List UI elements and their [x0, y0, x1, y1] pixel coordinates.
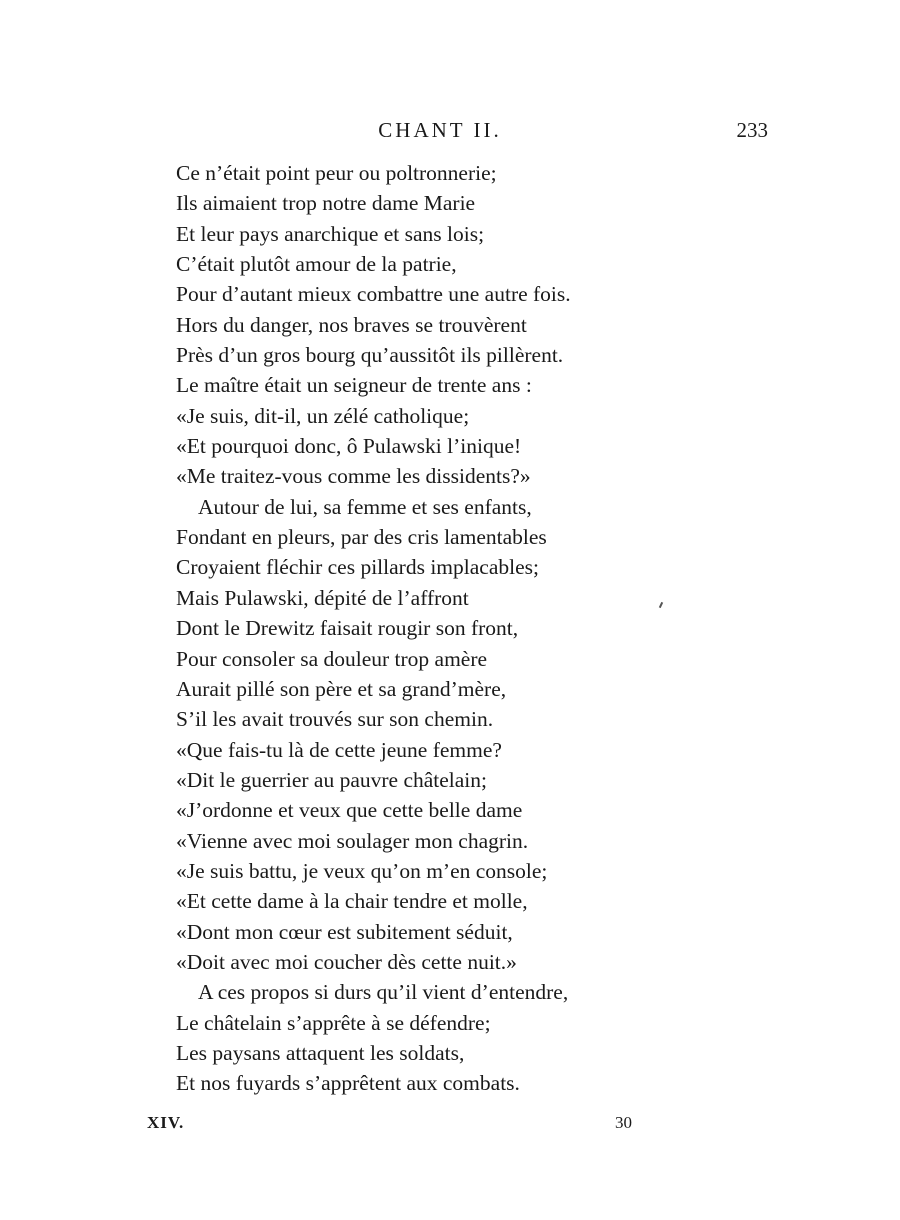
poem-verses — [176, 158, 736, 1099]
signature-mark: XIV. — [147, 1113, 185, 1132]
verse-line: «Doit avec moi coucher dès cette nuit.» — [176, 949, 517, 974]
verse-line: Aurait pillé son père et sa grand’mère, — [176, 676, 507, 701]
verse-line: «Me traitez-vous comme les dissidents?» — [176, 464, 531, 489]
verse-line: «Dit le guerrier au pauvre châtelain; — [176, 767, 488, 792]
verse-line: C’était plutôt amour de la patrie, — [176, 252, 457, 277]
verse-line: Le maître était un seigneur de trente ans : — [176, 373, 532, 398]
verse-line: S’il les avait trouvés sur son chemin. — [176, 707, 494, 732]
page-number: 233 — [736, 118, 768, 142]
verse-line: Et nos fuyards s’apprêtent aux combats. — [176, 1071, 520, 1096]
verse-line: Autour de lui, sa femme et ses enfants, — [198, 494, 532, 519]
sheet-number: 30 — [615, 1113, 632, 1132]
verse-line: Ce n’était point peur ou poltronnerie; — [176, 161, 497, 185]
verse-line: «Que fais-tu là de cette jeune femme? — [176, 737, 502, 762]
verse-line: «Je suis, dit-il, un zélé catholique; — [176, 403, 470, 428]
verse-line: Et leur pays anarchique et sans lois; — [176, 221, 485, 246]
verse-line: «Et cette dame à la chair tendre et molle, — [176, 889, 528, 914]
verse-line: «J’ordonne et veux que cette belle dame — [176, 798, 523, 823]
verse-line: «Je suis battu, je veux qu’on m’en console; — [176, 858, 548, 883]
verse-line: Pour d’autant mieux combattre une autre fois. — [176, 282, 571, 307]
verse-line: «Vienne avec moi soulager mon chagrin. — [176, 828, 529, 853]
verse-line: «Dont mon cœur est subitement séduit, — [176, 919, 513, 944]
verse-line: A ces propos si durs qu’il vient d’entendre, — [198, 980, 569, 1005]
verse-line: Les paysans attaquent les soldats, — [176, 1040, 465, 1065]
verse-line: Fondant en pleurs, par des cris lamentables — [176, 525, 547, 550]
verse-line: «Et pourquoi donc, ô Pulawski l’inique! — [176, 434, 522, 459]
verse-line: Mais Pulawski, dépité de l’affront — [176, 585, 469, 610]
verse-line: Le châtelain s’apprête à se défendre; — [176, 1010, 491, 1035]
verse-line: Pour consoler sa douleur trop amère — [176, 646, 488, 671]
verse-line: Ils aimaient trop notre dame Marie — [176, 191, 476, 216]
verse-line: Hors du danger, nos braves se trouvèrent — [176, 312, 527, 337]
verse-line: Croyaient fléchir ces pillards implacables; — [176, 555, 539, 580]
verse-line: Près d’un gros bourg qu’aussitôt ils pillèrent. — [176, 343, 564, 368]
running-head-title: CHANT II. — [378, 118, 502, 142]
verse-line: Dont le Drewitz faisait rougir son front, — [176, 616, 519, 641]
